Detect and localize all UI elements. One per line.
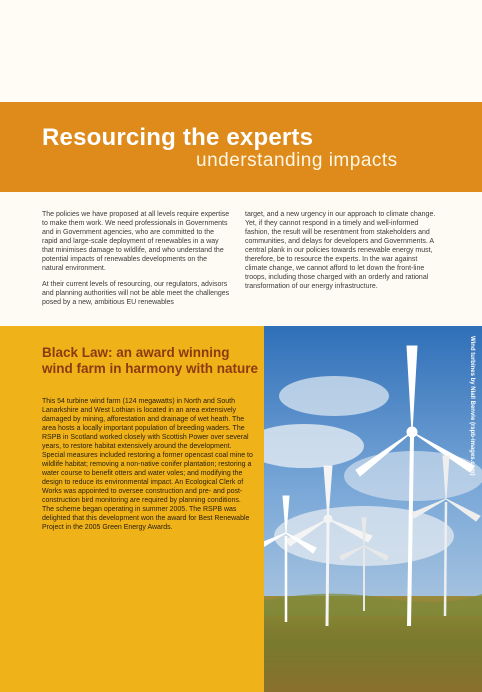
page-subtitle: understanding impacts bbox=[196, 150, 398, 171]
intro-paragraph: At their current levels of resourcing, our regulators, advisors and planning authorities will not be able meet the challenges posed by a new, ambitious EU renewables bbox=[42, 281, 230, 306]
photo-credit: Wind turbines by Niall Benvie (rspb-images.com) bbox=[469, 336, 475, 476]
intro-column-right bbox=[245, 210, 437, 298]
case-study-title-line: Black Law: an award winning bbox=[42, 345, 230, 360]
page-title: Resourcing the experts bbox=[42, 124, 314, 151]
wind-turbine-photo bbox=[264, 326, 482, 692]
case-study-title-line: wind farm in harmony with nature bbox=[42, 361, 259, 376]
top-margin bbox=[0, 0, 482, 102]
case-study-title bbox=[42, 345, 259, 377]
case-study-body: This 54 turbine wind farm (124 megawatts) in North and South Lanarkshire and West Lothian is located in an area extensively damaged by mining, afforestation and drainage of wet heath. The area hosts a locally important population of breeding waders. The RSPB in Scotland worked closely with Scottish Power over several years, to restore habitat extensively around the development. Special measures included restoring a former opencast coal mine to wildlife habitat; removing a non-native conifer plantation; restoring a water course to benefit otters and water voles; and modifying the design to reduce its environmental impact. An Ecological Clerk of Works was appointed to oversee construction and pre- and post-construction bird monitoring are required by planning conditions. The scheme began operating in summer 2005. The RSPB was delighted that this development won the award for Best Renewable Project in the 2005 Green Energy Awards. bbox=[42, 398, 253, 531]
intro-paragraph: The policies we have proposed at all levels require expertise to make them work. We need professionals in Governments and in Government agencies, who are committed to the rapid and large-scale deployment of renewables in a way that minimises damage to wildlife, and who understand the potential impacts of renewables developments on the natural environment. bbox=[42, 211, 230, 272]
intro-column-left bbox=[42, 210, 230, 314]
intro-paragraph: target, and a new urgency in our approach to climate change. Yet, if they cannot respond in a timely and well-informed fashion, the result will be resentment from stakeholders and communities, and delays for developers and Governments. A central plank in our policies towards renewable energy must, therefore, be to resource the experts. In the war against climate change, we cannot afford to let down the front-line troops, including those charged with an orderly and rational transformation of our energy infrastructure. bbox=[245, 211, 436, 290]
